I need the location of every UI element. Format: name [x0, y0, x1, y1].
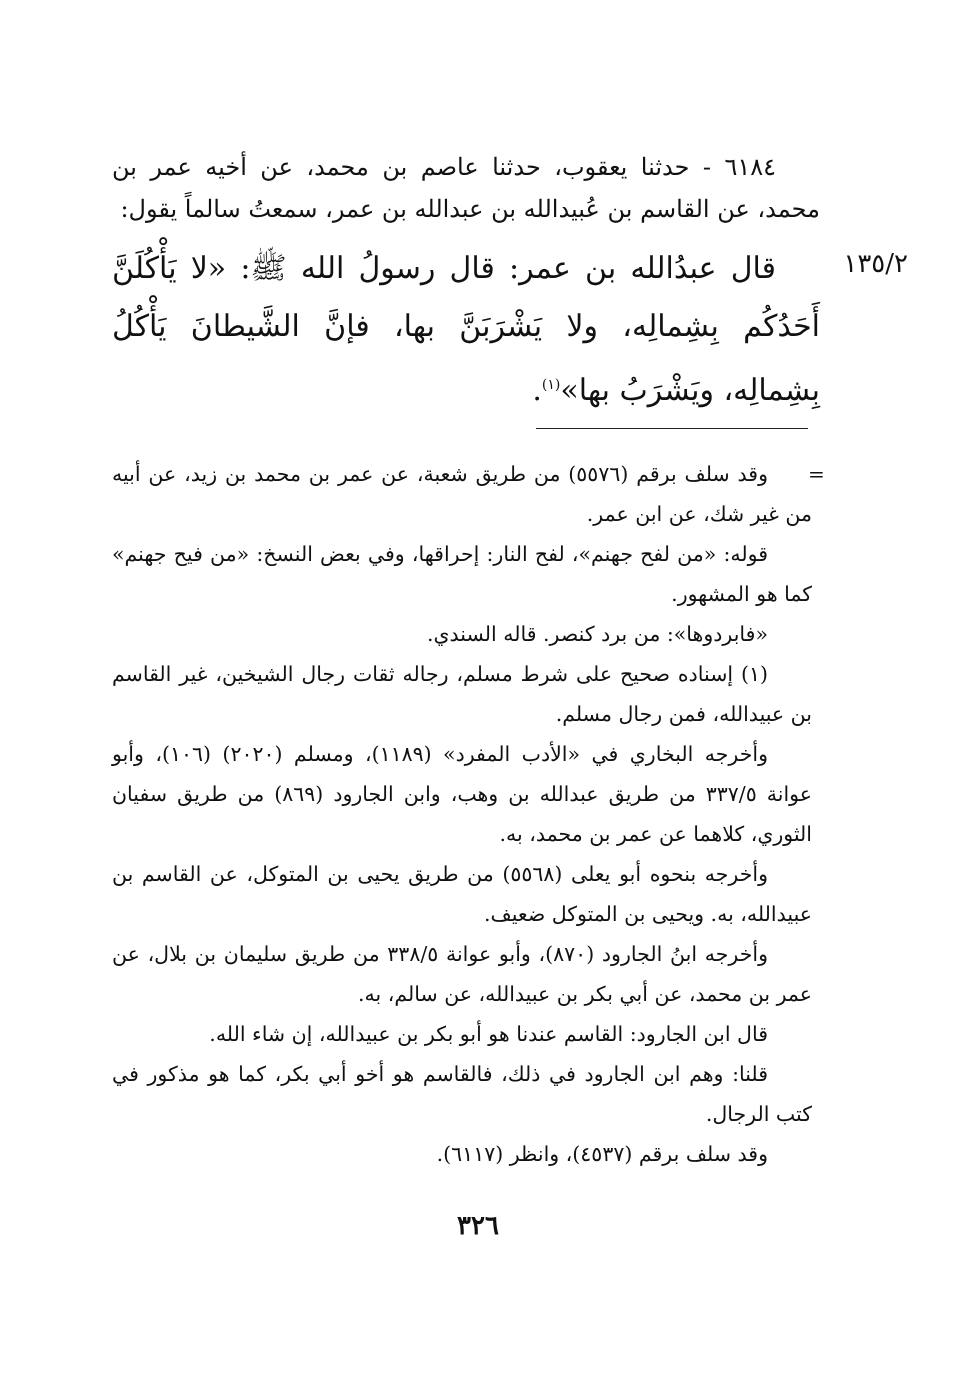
- footnote-paragraph: «فابردوها»: من برد كنصر. قاله السندي.: [426, 622, 768, 646]
- footnote-marker: (١): [541, 377, 561, 393]
- page-number: ٣٢٦: [457, 1211, 499, 1241]
- hadith-body: قال عبدُالله بن عمر: قال رسولُ الله ﷺ: «لا يَأْكُلَنَّ أَحَدُكُم بِشِمالِه، ولا يَشْرَبَنَّ بها، فإنَّ الشَّيطانَ يَأْكُلُ بِشِمالِه، ويَشْرَبُ بها»: [112, 251, 820, 408]
- hadith-chain-text: [112, 146, 820, 230]
- footnote-paragraph: قلنا: وهم ابن الجارود في ذلك، فالقاسم هو أخو أبي بكر، كما هو مذكور في كتب الرجال.: [112, 1062, 812, 1126]
- footnotes-section: [112, 454, 812, 1174]
- hadith-chain-line1: ٦١٨٤ - حدثنا يعقوب، حدثنا عاصم بن محمد، عن أخيه عمر بن: [112, 153, 776, 181]
- footnote-paragraph: وأخرجه ابنُ الجارود (٨٧٠)، وأبو عوانة ٣٣٨/٥ من طريق سليمان بن بلال، عن عمر بن محمد، عن أبي بكر بن عبيدالله، عن سالم، به.: [112, 942, 812, 1006]
- hadith-chain-line2: محمد، عن القاسم بن عُبيدالله بن عبدالله بن عمر، سمعتُ سالماً يقول:: [120, 195, 820, 223]
- hadith-end: .: [532, 373, 542, 408]
- footnote-paragraph: وأخرجه البخاري في «الأدب المفرد» (١١٨٩)، ومسلم (٢٠٢٠) (١٠٦)، وأبو عوانة ٣٣٧/٥ من طريق عبدالله بن وهب، وابن الجارود (٨٦٩) من طريق سفيان الثوري، كلاهما عن عمر بن محمد، به.: [112, 742, 812, 846]
- footnote-paragraph: وقد سلف برقم (٥٥٧٦) من طريق شعبة، عن عمر بن محمد بن زيد، عن أبيه من غير شك، عن ابن عمر.: [112, 462, 812, 526]
- footnote-paragraph: قوله: «من لفح جهنم»، لفح النار: إحراقها، وفي بعض النسخ: «من فيح جهنم» كما هو المشهور.: [112, 542, 812, 606]
- footnote-paragraph: (١) إسناده صحيح على شرط مسلم، رجاله ثقات رجال الشيخين، غير القاسم بن عبيدالله، فمن رجال مسلم.: [112, 662, 812, 726]
- footnote-paragraph: وأخرجه بنحوه أبو يعلى (٥٥٦٨) من طريق يحيى بن المتوكل، عن القاسم بن عبيدالله، به. ويحيى بن المتوكل ضعيف.: [112, 862, 812, 926]
- hadith-text-block: [112, 240, 820, 420]
- footnote-continuation-mark: =: [808, 462, 825, 486]
- footnote-paragraph: قال ابن الجارود: القاسم عندنا هو أبو بكر بن عبيدالله، إن شاء الله.: [209, 1022, 768, 1046]
- hadith-chain: [112, 146, 820, 230]
- hadith-text: [112, 240, 820, 420]
- footnote-separator: [536, 428, 808, 429]
- footnote-paragraph: وقد سلف برقم (٤٥٣٧)، وانظر (٦١١٧).: [436, 1142, 768, 1166]
- margin-reference: ١٣٥/٢: [843, 249, 908, 279]
